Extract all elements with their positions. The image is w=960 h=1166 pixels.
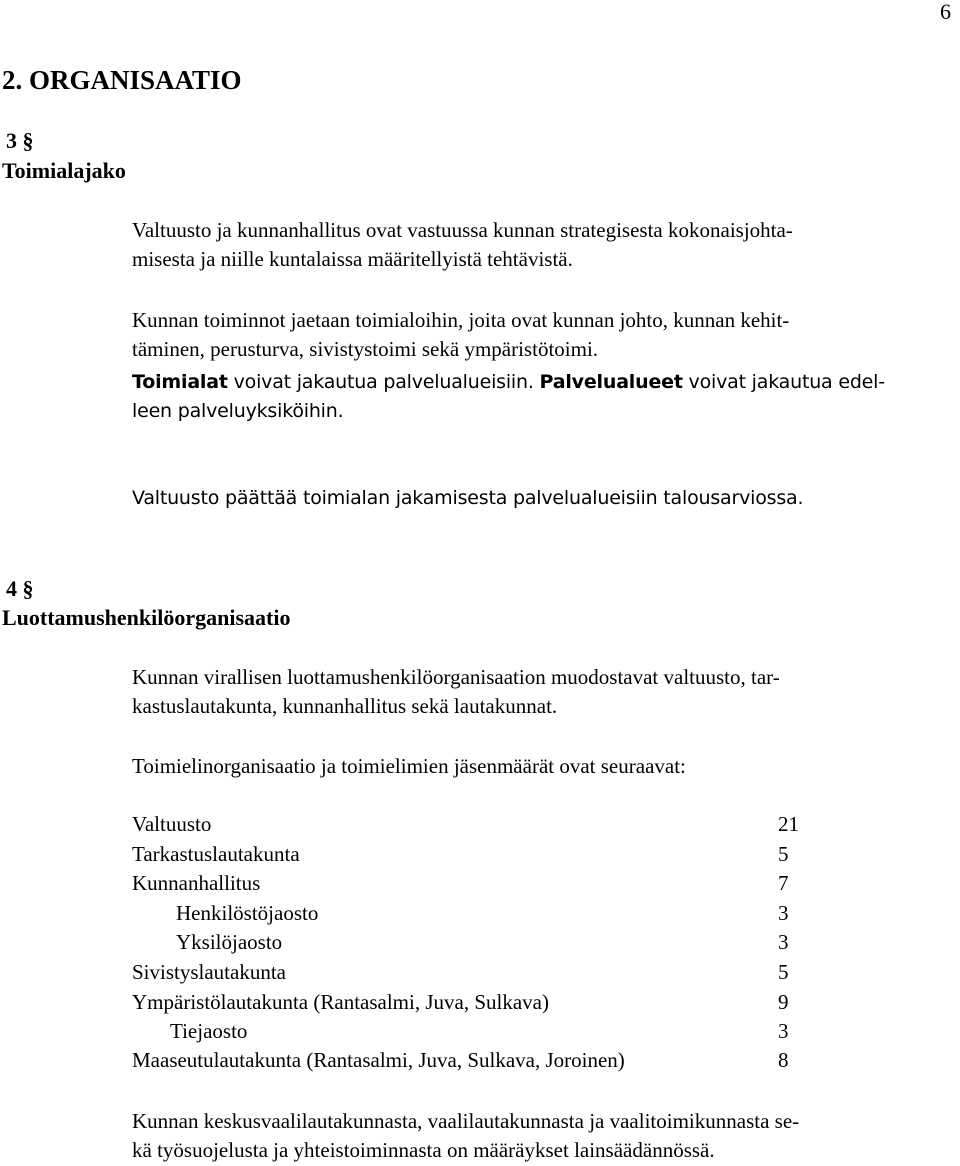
body-name: Tarkastuslautakunta <box>132 842 300 866</box>
body-count: 3 <box>778 930 789 954</box>
body-count: 5 <box>778 960 789 984</box>
body-name: Valtuusto <box>132 812 212 836</box>
text-line: Kunnan virallisen luottamushenkilöorganisaation muodostavat valtuusto, tar- <box>132 665 780 689</box>
text-line: Valtuusto ja kunnanhallitus ovat vastuussa kunnan strategisesta kokonaisjohta- <box>132 218 793 242</box>
text-fragment: voivat jakautua palvelualueisiin. <box>227 371 540 393</box>
text-line: misesta ja niille kuntalaissa määritellyistä tehtävistä. <box>132 247 573 271</box>
section-4-paragraph-1 <box>132 663 932 721</box>
bold-term-toimialat: Toimialat <box>132 371 228 393</box>
section-3-paragraph-1 <box>132 216 932 274</box>
bold-term-palvelualueet: Palvelualueet <box>539 371 683 393</box>
body-count: 21 <box>778 812 799 836</box>
body-count: 3 <box>778 901 789 925</box>
chapter-title: 2. ORGANISAATIO <box>2 65 242 95</box>
body-name: Ympäristölautakunta (Rantasalmi, Juva, Sulkava) <box>132 990 549 1014</box>
page-number: 6 <box>940 0 951 24</box>
text-line: kastuslautakunta, kunnanhallitus sekä lautakunnat. <box>132 694 558 718</box>
body-name: Maaseutulautakunta (Rantasalmi, Juva, Sulkava, Joroinen) <box>132 1048 625 1072</box>
section-4-title: Luottamushenkilöorganisaatio <box>2 605 291 630</box>
body-count: 7 <box>778 871 789 895</box>
body-name: Henkilöstöjaosto <box>176 901 319 925</box>
text-line: Toimielinorganisaatio ja toimielimien jäsenmäärät ovat seuraavat: <box>132 754 686 778</box>
body-name: Yksilöjaosto <box>176 930 283 954</box>
body-name: Tiejaosto <box>170 1019 248 1043</box>
section-4-paragraph-2 <box>132 752 932 781</box>
section-4-number: 4 § <box>6 576 34 601</box>
text-line <box>132 368 932 397</box>
section-4-paragraph-3 <box>132 1107 932 1165</box>
text-line: täminen, perusturva, sivistystoimi sekä ympäristötoimi. <box>132 337 599 361</box>
body-count: 5 <box>778 842 789 866</box>
section-3-number: 3 § <box>6 128 34 153</box>
body-count: 9 <box>778 990 789 1014</box>
text-line: Kunnan keskusvaalilautakunnasta, vaalilautakunnasta ja vaalitoimikunnasta se- <box>132 1109 800 1133</box>
section-3-title: Toimialajako <box>2 158 126 183</box>
section-3-paragraph-2 <box>132 306 932 364</box>
body-name: Kunnanhallitus <box>132 871 261 895</box>
section-3-paragraph-3 <box>132 368 932 426</box>
text-fragment: voivat jakautua edel- <box>682 371 885 393</box>
text-line: Kunnan toiminnot jaetaan toimialoihin, joita ovat kunnan johto, kunnan kehit- <box>132 308 790 332</box>
text-line: leen palveluyksiköihin. <box>132 400 344 422</box>
section-3-paragraph-4 <box>132 484 932 513</box>
body-count: 8 <box>778 1048 789 1072</box>
body-name: Sivistyslautakunta <box>132 960 286 984</box>
body-count: 3 <box>778 1019 789 1043</box>
text-line: Valtuusto päättää toimialan jakamisesta palvelualueisiin talousarviossa. <box>132 487 804 509</box>
text-line: kä työsuojelusta ja yhteistoiminnasta on määräykset lainsäädännössä. <box>132 1138 715 1162</box>
